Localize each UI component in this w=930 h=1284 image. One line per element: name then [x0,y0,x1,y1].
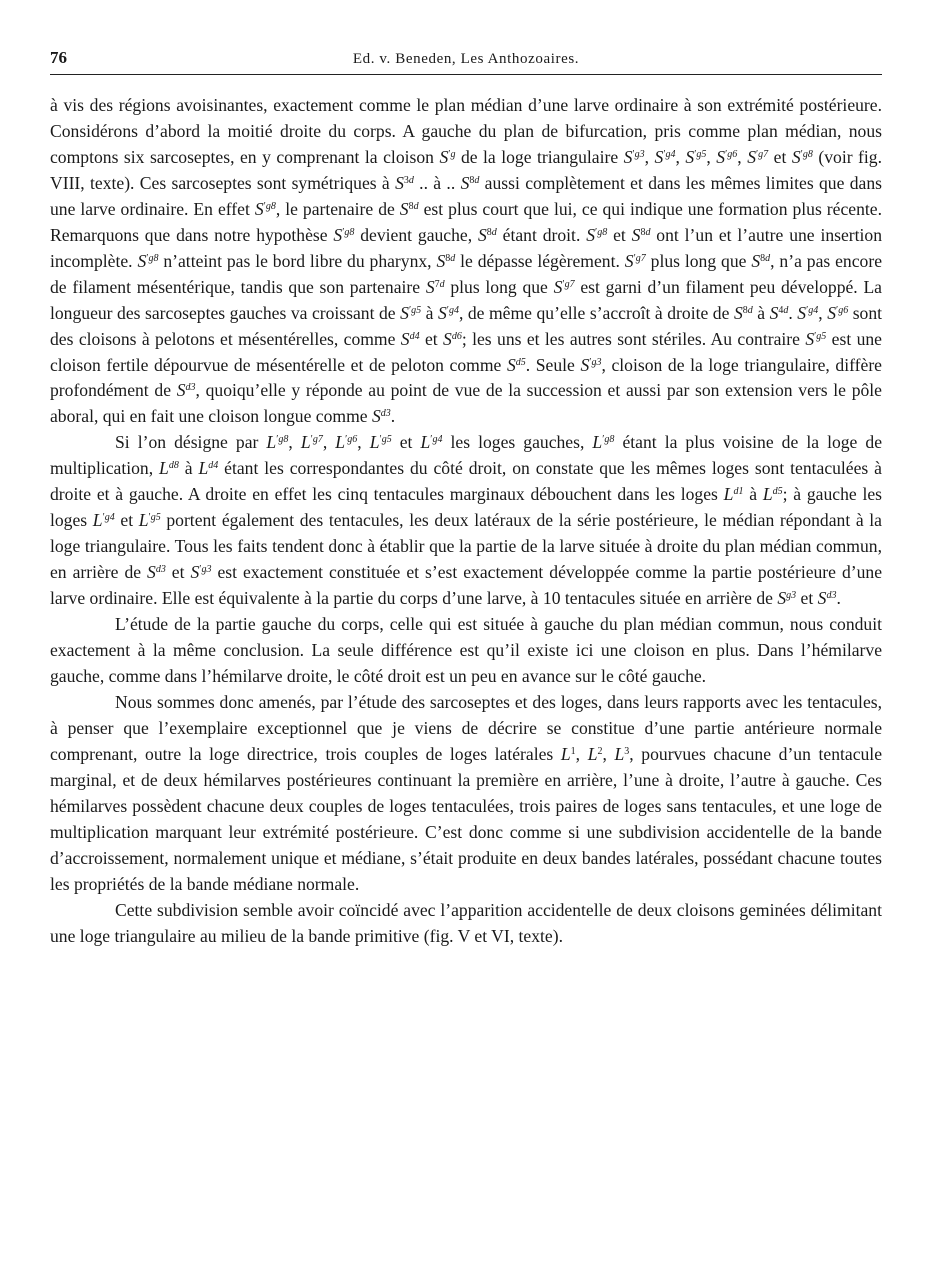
body-text [50,93,882,949]
paragraph-3: L’étude de la partie gauche du corps, celle qui est située à gauche du plan médian commun, nous conduit exactement à la même conclusion. La seule différence est qu’il existe ici une cloison en plus. Dans l’hémilarve gauche, comme dans l’hémilarve droite, le côté droit est un peu en avance sur le côté gauche. [50,614,882,686]
paragraph-4: Nous sommes donc amenés, par l’étude des sarcoseptes et des loges, dans leurs rapports avec les tentacules, à penser que l’exemplaire exceptionnel que je viens de décrire se constitue d’une partie antérieure normale comprenant, outre la loge directrice, trois couples de loges latérales $L^1$, $L^2$, $L^3$, pourvues chacune d’un tentacule marginal, et de deux hémilarves postérieures continuant la première en arrière, l’une à droite, l’autre à gauche. Ces hémilarves possèdent chacune deux couples de loges tentaculées, trois paires de loges sans tentacules, et une loge de multiplication marquant leur extrémité postérieure. C’est donc comme si une subdivision accidentelle de la bande d’accroissement, normalement unique et médiane, s’était produite en deux bandes latérales, possédant chacune toutes les propriétés de la bande médiane normale. [50,691,883,894]
running-title: Ed. v. Beneden, Les Anthozoaires. [352,51,580,67]
header-rule [50,74,882,75]
paragraph-1: à vis des régions avoisinantes, exactement comme le plan médian d’une larve ordinaire à son extrémité postérieure. Considérons d’abord la moitié droite du corps. A gauche du plan de bifurcation, pris comme plan médian, nous comptons six sarcoseptes, en y comprenant la cloison $S^{'g}$ de la loge triangulaire $S^{'g3}$, $S^{'g4}$, $S^{'g5}$, $S^{'g6}$, $S^{'g7}$ et $S^{'g8}$ (voir fig. VIII, texte). Ces sarcoseptes sont symétriques à $S^{3d}$ .. à .. $S^{8d}$ aussi complètement et dans les mêmes limites que dans une larve ordinaire. En effet $S^{'g8}$, le partenaire de $S^{8d}$ est plus court que lui, ce qui indique une formation plus récente. Remarquons que dans notre hypothèse $S^{'g8}$ devient gauche, $S^{8d}$ étant droit. $S^{'g8}$ et $S^{8d}$ ont l’un et l’autre une insertion incomplète. $S^{'g8}$ n’atteint pas le bord libre du pharynx, $S^{8d}$ le dépasse légèrement. $S^{'g7}$ plus long que $S^{8d}$, n’a pas encore de filament mésentérique, tandis que son partenaire $S^{7d}$ plus long que $S^{'g7}$ est garni d’un filament peu développé. La longueur des sarcoseptes gauches va croissant de $S^{'g5}$ à $S^{'g4}$, de même qu’elle s’accroît à droite de $S^{8d}$ à $S^{4d}$. $S^{'g4}$, $S^{'g6}$ sont des cloisons à pelotons et mésentérelles, comme $S^{d4}$ et $S^{d6}$; les uns et les autres sont stériles. Au contraire $S^{'g5}$ est une cloison fertile dépourvue de mésentérelle et de peloton comme $S^{d5}$. Seule $S^{'g3}$, cloison de la loge triangulaire, diffère profondément de $S^{d3}$, quoiqu’elle y réponde au point de vue de la succession et aussi par son extension vers le pôle aboral, qui en fait une cloison longue comme $S^{d3}$. [50,95,883,427]
paragraph-5: Cette subdivision semble avoir coïncidé avec l’apparition accidentelle de deux cloisons geminées délimitant une loge triangulaire au milieu de la bande primitive (fig. V et VI, texte). [50,899,882,946]
paragraph-2: Si l’on désigne par $L^{'g8}$, $L^{'g7}$, $L^{'g6}$, $L^{'g5}$ et $L^{'g4}$ les loges gauches, $L^{'g8}$ étant la plus voisine de la loge de multiplication, $L^{d8}$ à $L^{d4}$ étant les correspondantes du côté droit, on constate que les mêmes loges sont tentaculées à droite et à gauche. A droite en effet les cinq tentacules marginaux débouchent dans les loges $L^{d1}$ à $L^{d5}$; à gauche les loges $L^{'g4}$ et $L^{'g5}$ portent également des tentacules, les deux latéraux de la série postérieure, le médian répondant à la loge triangulaire. Tous les faits tendent donc à établir que la partie de la larve située à droite du plan médian commun, en arrière de $S^{d3}$ et $S^{'g3}$ est exactement constituée et s’est exactement développée comme la partie postérieure d’une larve ordinaire. Elle est équivalente à la partie du corps d’une larve, à 10 tentacules située en arrière de $S^{g3}$ et $S^{d3}$. [50,432,883,609]
page-number: 76 [50,48,67,67]
running-header [50,48,882,76]
